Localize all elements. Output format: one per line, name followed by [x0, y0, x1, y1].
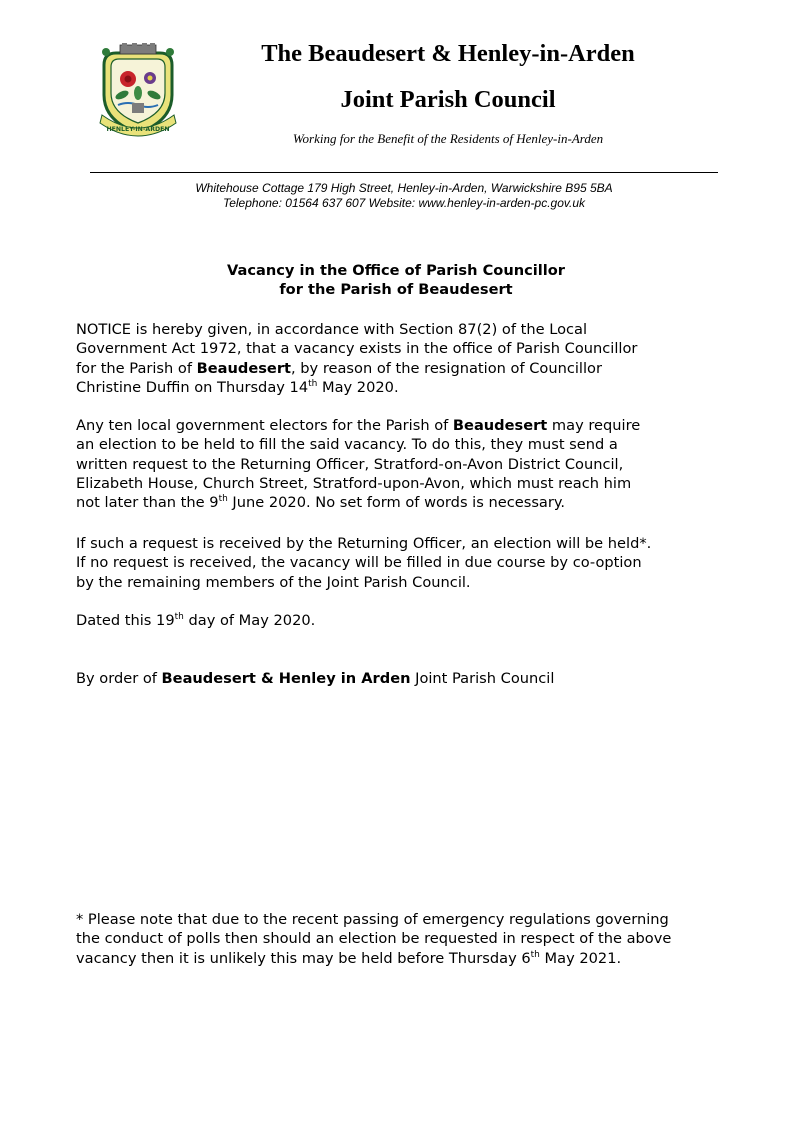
- text-line: [76, 669, 726, 688]
- dated-line: [76, 611, 726, 630]
- text-line: [76, 949, 726, 968]
- text-run: Christine Duffin on Thursday 14: [76, 378, 309, 396]
- council-title-line2: Joint Parish Council: [340, 86, 556, 113]
- text-run: June 2020. No set form of words is necessary.: [227, 494, 566, 512]
- text-line: [76, 416, 726, 435]
- text-line: [76, 611, 726, 630]
- text-line: If no request is received, the vacancy will be filled in due course by co-option: [76, 554, 642, 572]
- notice-heading-line1: Vacancy in the Office of Parish Councillor: [227, 262, 565, 279]
- text-line: [76, 359, 726, 378]
- text-run: Dated this 19: [76, 612, 175, 629]
- text-run: Joint Parish Council: [410, 670, 555, 687]
- notice-paragraph-1: [76, 320, 726, 397]
- text-line: [76, 378, 726, 397]
- text-run: not later than the 9: [76, 494, 219, 512]
- ordinal-suffix: th: [218, 494, 228, 505]
- text-run: day of May 2020.: [183, 612, 316, 629]
- text-run: By order of: [76, 670, 162, 687]
- ordinal-suffix: th: [308, 378, 318, 389]
- text-line: * Please note that due to the recent passing of emergency regulations governing: [76, 911, 669, 928]
- ordinal-suffix: th: [174, 612, 184, 622]
- text-line: Elizabeth House, Church Street, Stratford-upon-Avon, which must reach him: [76, 474, 632, 492]
- council-title-line1: The Beaudesert & Henley-in-Arden: [261, 40, 635, 67]
- ordinal-suffix: th: [530, 949, 540, 960]
- text-run: May 2020.: [317, 378, 399, 396]
- notice-heading-line2: for the Parish of Beaudesert: [279, 281, 513, 298]
- text-run: vacancy then it is unlikely this may be held before Thursday 6: [76, 949, 531, 967]
- council-name: Beaudesert & Henley in Arden: [161, 670, 411, 687]
- parish-crest-icon: [96, 43, 180, 137]
- address-line: Whitehouse Cottage 179 High Street, Henley-in-Arden, Warwickshire B95 5BA: [195, 181, 613, 195]
- parish-name: Beaudesert: [452, 417, 548, 434]
- text-line: by the remaining members of the Joint Parish Council.: [76, 573, 471, 591]
- text-run: , by reason of the resignation of Councillor: [291, 359, 602, 377]
- text-line: written request to the Returning Officer, Stratford-on-Avon District Council,: [76, 455, 624, 473]
- notice-paragraph-3: [76, 534, 726, 592]
- notice-paragraph-2: [76, 416, 726, 512]
- text-line: [76, 493, 726, 512]
- text-run: May 2021.: [539, 949, 622, 967]
- text-line: an election to be held to fill the said vacancy. To do this, they must send a: [76, 436, 618, 454]
- text-run: for the Parish of: [76, 359, 197, 377]
- text-run: may require: [547, 417, 641, 434]
- footnote: [76, 910, 726, 968]
- text-line: NOTICE is hereby given, in accordance with Section 87(2) of the Local: [76, 321, 588, 338]
- text-line: the conduct of polls then should an election be requested in respect of the above: [76, 930, 672, 948]
- text-line: If such a request is received by the Returning Officer, an election will be held*.: [76, 535, 652, 552]
- by-order-line: [76, 669, 726, 688]
- parish-name: Beaudesert: [196, 359, 292, 377]
- header-divider: [90, 172, 718, 173]
- contact-line: Telephone: 01564 637 607 Website: www.henley-in-arden-pc.gov.uk: [222, 196, 585, 210]
- svg-text:HENLEY-IN-ARDEN: HENLEY-IN-ARDEN: [106, 126, 170, 133]
- text-line: Government Act 1972, that a vacancy exists in the office of Parish Councillor: [76, 340, 638, 358]
- text-run: Any ten local government electors for the Parish of: [76, 417, 453, 434]
- tagline: Working for the Benefit of the Residents of Henley-in-Arden: [292, 131, 604, 146]
